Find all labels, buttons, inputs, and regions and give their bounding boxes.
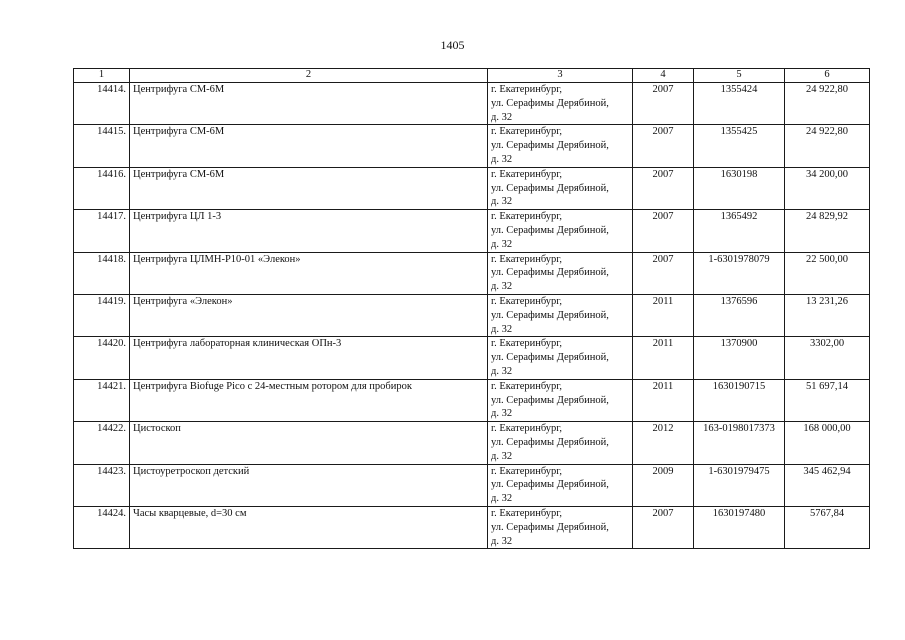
item-address: г. Екатеринбург, ул. Серафимы Дерябиной, д. 32 — [488, 167, 633, 209]
item-year: 2011 — [633, 379, 694, 421]
inventory-number: 1365492 — [694, 210, 785, 252]
table-row — [74, 337, 870, 379]
inventory-number: 1-6301978079 — [694, 252, 785, 294]
row-number: 14417. — [74, 210, 130, 252]
item-name: Часы кварцевые, d=30 см — [130, 506, 488, 548]
item-name: Центрифуга СМ-6М — [130, 167, 488, 209]
item-cost: 5767,84 — [785, 506, 870, 548]
row-number: 14423. — [74, 464, 130, 506]
item-address: г. Екатеринбург, ул. Серафимы Дерябиной, д. 32 — [488, 210, 633, 252]
header-col-5: 5 — [694, 69, 785, 83]
item-cost: 24 829,92 — [785, 210, 870, 252]
header-row — [74, 69, 870, 83]
page-number: 1405 — [440, 38, 465, 52]
table-row — [74, 294, 870, 336]
table-row — [74, 379, 870, 421]
item-cost: 24 922,80 — [785, 125, 870, 167]
item-address: г. Екатеринбург, ул. Серафимы Дерябиной, д. 32 — [488, 506, 633, 548]
item-name: Центрифуга ЦЛМН-Р10-01 «Элекон» — [130, 252, 488, 294]
item-name: Центрифуга лабораторная клиническая ОПн-3 — [130, 337, 488, 379]
item-cost: 345 462,94 — [785, 464, 870, 506]
item-name: Цистоскоп — [130, 422, 488, 464]
item-year: 2007 — [633, 83, 694, 125]
inventory-number: 1630198 — [694, 167, 785, 209]
header-col-6: 6 — [785, 69, 870, 83]
item-name: Центрифуга ЦЛ 1-3 — [130, 210, 488, 252]
table-row — [74, 210, 870, 252]
item-year: 2007 — [633, 167, 694, 209]
inventory-number: 1630190715 — [694, 379, 785, 421]
item-cost: 51 697,14 — [785, 379, 870, 421]
row-number: 14422. — [74, 422, 130, 464]
item-year: 2007 — [633, 506, 694, 548]
table-body — [74, 83, 870, 549]
item-year: 2009 — [633, 464, 694, 506]
item-year: 2011 — [633, 337, 694, 379]
inventory-number: 163-0198017373 — [694, 422, 785, 464]
item-address: г. Екатеринбург, ул. Серафимы Дерябиной, д. 32 — [488, 379, 633, 421]
item-address: г. Екатеринбург, ул. Серафимы Дерябиной, д. 32 — [488, 337, 633, 379]
item-year: 2007 — [633, 252, 694, 294]
row-number: 14415. — [74, 125, 130, 167]
row-number: 14424. — [74, 506, 130, 548]
table-header — [74, 69, 870, 83]
item-address: г. Екатеринбург, ул. Серафимы Дерябиной, д. 32 — [488, 252, 633, 294]
table-row — [74, 252, 870, 294]
table-row — [74, 506, 870, 548]
item-cost: 168 000,00 — [785, 422, 870, 464]
item-cost: 3302,00 — [785, 337, 870, 379]
inventory-number: 1355425 — [694, 125, 785, 167]
table-row — [74, 125, 870, 167]
item-name: Центрифуга СМ-6М — [130, 125, 488, 167]
item-name: Центрифуга СМ-6М — [130, 83, 488, 125]
table-row — [74, 422, 870, 464]
item-address: г. Екатеринбург, ул. Серафимы Дерябиной, д. 32 — [488, 125, 633, 167]
inventory-number: 1370900 — [694, 337, 785, 379]
inventory-number: 1-6301979475 — [694, 464, 785, 506]
item-name: Центрифуга Biofuge Pico с 24-местным ротором для пробирок — [130, 379, 488, 421]
row-number: 14418. — [74, 252, 130, 294]
inventory-number: 1355424 — [694, 83, 785, 125]
table-row — [74, 83, 870, 125]
header-col-1: 1 — [74, 69, 130, 83]
item-address: г. Екатеринбург, ул. Серафимы Дерябиной, д. 32 — [488, 422, 633, 464]
item-cost: 24 922,80 — [785, 83, 870, 125]
row-number: 14416. — [74, 167, 130, 209]
item-address: г. Екатеринбург, ул. Серафимы Дерябиной, д. 32 — [488, 464, 633, 506]
header-col-4: 4 — [633, 69, 694, 83]
item-year: 2007 — [633, 210, 694, 252]
item-name: Центрифуга «Элекон» — [130, 294, 488, 336]
row-number: 14419. — [74, 294, 130, 336]
table-row — [74, 464, 870, 506]
item-address: г. Екатеринбург, ул. Серафимы Дерябиной, д. 32 — [488, 83, 633, 125]
item-cost: 34 200,00 — [785, 167, 870, 209]
inventory-number: 1630197480 — [694, 506, 785, 548]
item-year: 2011 — [633, 294, 694, 336]
row-number: 14420. — [74, 337, 130, 379]
header-col-2: 2 — [130, 69, 488, 83]
row-number: 14414. — [74, 83, 130, 125]
item-year: 2007 — [633, 125, 694, 167]
item-address: г. Екатеринбург, ул. Серафимы Дерябиной, д. 32 — [488, 294, 633, 336]
inventory-number: 1376596 — [694, 294, 785, 336]
item-name: Цистоуретроскоп детский — [130, 464, 488, 506]
row-number: 14421. — [74, 379, 130, 421]
item-year: 2012 — [633, 422, 694, 464]
property-registry-table — [73, 68, 870, 549]
header-col-3: 3 — [488, 69, 633, 83]
item-cost: 22 500,00 — [785, 252, 870, 294]
item-cost: 13 231,26 — [785, 294, 870, 336]
table-row — [74, 167, 870, 209]
